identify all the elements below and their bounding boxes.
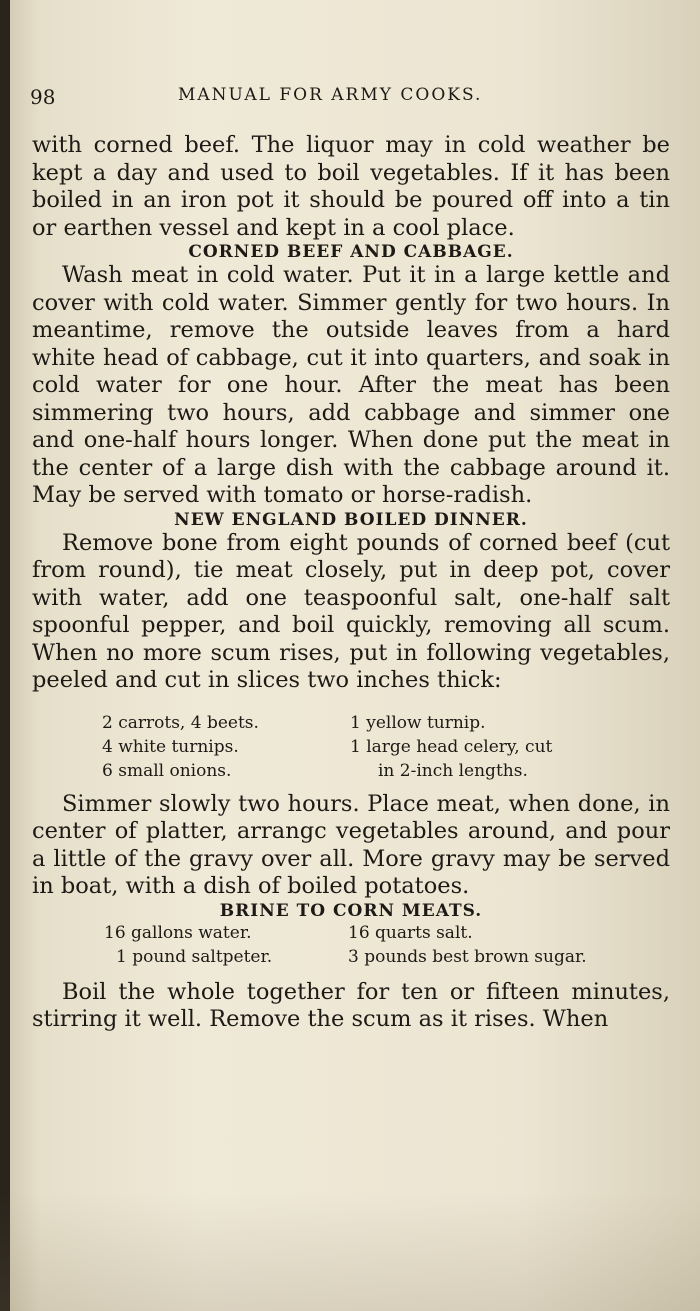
list-item xyxy=(102,735,552,759)
page-number: 98 xyxy=(30,85,56,109)
vegetable-item: 1 large head celery, cut xyxy=(350,736,553,757)
heading-new-england-boiled-dinner: NEW ENGLAND BOILED DINNER. xyxy=(174,509,528,530)
vegetable-item: 4 white turnips. xyxy=(102,736,239,757)
list-item xyxy=(102,711,552,735)
page-header xyxy=(30,85,670,115)
ingredient-item: 16 gallons water. xyxy=(104,922,252,943)
vegetable-item: 6 small onions. xyxy=(102,760,232,781)
boiled-dinner-paragraph-2: Simmer slowly two hours. Place meat, when done, in center of platter, arrangc vegetables around, and pour a little of the gravy over all. More gravy may be served in boat, with a dish of boiled potatoes. xyxy=(32,790,670,899)
brine-paragraph: Boil the whole together for ten or fifteen minutes, stirring it well. Remove the scum as it rises. When xyxy=(32,978,670,1032)
page-shadow xyxy=(0,1191,700,1311)
book-spine-shadow xyxy=(0,0,10,1311)
vegetable-item: in 2-inch lengths. xyxy=(378,760,528,781)
heading-brine-to-corn-meats: BRINE TO CORN MEATS. xyxy=(219,900,483,921)
page-content xyxy=(32,132,670,1034)
ingredient-item: 1 pound saltpeter. xyxy=(116,946,273,967)
vegetable-item: 1 yellow turnip. xyxy=(350,712,486,733)
vegetable-item: 2 carrots, 4 beets. xyxy=(102,712,259,733)
corned-beef-paragraph: Wash meat in cold water. Put it in a large kettle and cover with cold water. Simmer gently for two hours. In meantime, remove the outside leaves from a hard white head of cabbage, cut it into quarters, and soak in cold water for one hour. After the meat has been simmering two hours, add cabbage and simmer one and one-half hours longer. When done put the meat in the center of a large dish with the cabbage around it. May be served with tomato or horse-radish. xyxy=(32,262,670,508)
running-head: MANUAL FOR ARMY COOKS. xyxy=(178,85,483,105)
list-item xyxy=(104,945,587,969)
list-item xyxy=(102,759,552,783)
boiled-dinner-paragraph: Remove bone from eight pounds of corned beef (cut from round), tie meat closely, put in deep pot, cover with water, add one teaspoonful salt, one-half salt spoonful pepper, and boil quickly, removing all scum. When no more scum rises, put in following vegetables, peeled and cut in slices two inches thick: xyxy=(32,529,670,693)
brine-ingredients xyxy=(104,921,587,969)
heading-corned-beef-and-cabbage: CORNED BEEF AND CABBAGE. xyxy=(188,242,514,262)
list-item xyxy=(104,921,587,945)
ingredient-item: 3 pounds best brown sugar. xyxy=(348,946,587,967)
continuation-paragraph: with corned beef. The liquor may in cold weather be kept a day and used to boil vegetables. If it has been boiled in an iron pot it should be poured off into a tin or earthen vessel and kept in a cool place. xyxy=(32,132,670,241)
ingredient-item: 16 quarts salt. xyxy=(348,922,473,943)
vegetables-list xyxy=(102,711,552,783)
